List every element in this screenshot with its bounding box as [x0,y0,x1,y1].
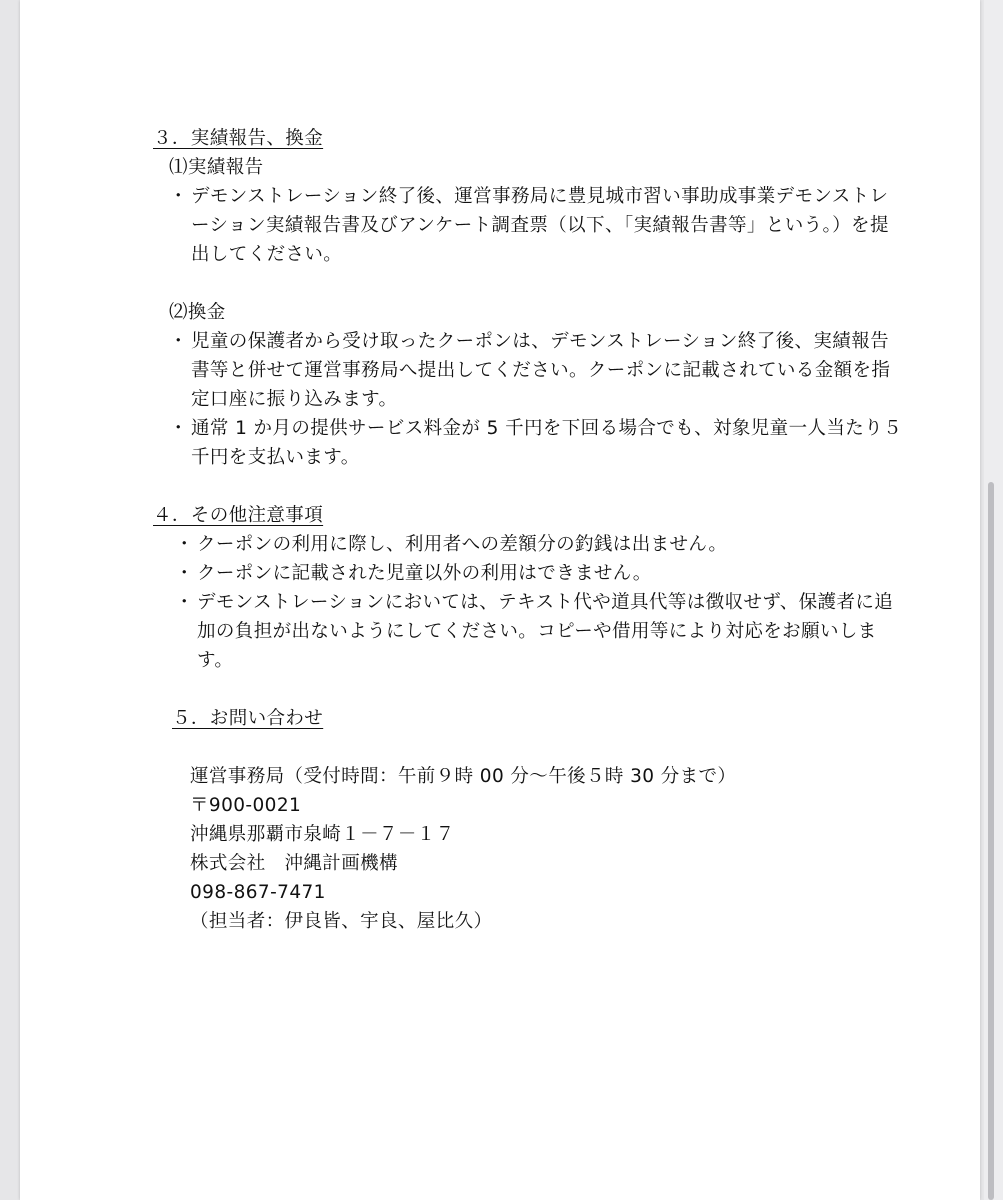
contact-company: 株式会社 沖縄計画機構 [190,853,398,874]
section-4-heading: ４．その他注意事項 [153,505,324,526]
contact-block [135,762,905,936]
subsection-exchange-title: ⑵換金 [169,302,226,323]
report-bullet-list [135,182,905,269]
document-content [135,124,905,936]
list-item: ・ クーポンに記載された児童以外の利用はできません。 [179,559,905,588]
scrollbar-thumb[interactable] [988,482,994,1200]
spacer [135,269,905,298]
document-page [20,0,980,1200]
section-3-heading: ３．実績報告、換金 [153,128,324,149]
notes-bullet-list [135,530,905,675]
list-item: ・ 児童の保護者から受け取ったクーポンは、デモンストレーション終了後、実績報告書等と併せて運営事務局へ提出してください。クーポンに記載されている金額を指定口座に振り込みます。 [173,327,905,414]
contact-office: 運営事務局（受付時間：午前９時 00 分～午後５時 30 分まで） [190,766,737,787]
list-item: ・ デモンストレーション終了後、運営事務局に豊見城市習い事助成事業デモンストレーション実績報告書及びアンケート調査票（以下、「実績報告書等」という。）を提出してください。 [173,182,905,269]
list-item: ・ クーポンの利用に際し、利用者への差額分の釣銭は出ません。 [179,530,905,559]
list-item: ・ デモンストレーションにおいては、テキスト代や道具代等は徴収せず、保護者に追加の負担が出ないようにしてください。コピーや借用等により対応をお願いします。 [179,588,905,675]
exchange-bullet-list [135,327,905,472]
section-5-heading: ５．お問い合わせ [172,708,324,729]
list-item: ・ 通常 1 か月の提供サービス料金が 5 千円を下回る場合でも、対象児童一人当たり５千円を支払います。 [173,414,905,472]
contact-phone: 098-867-7471 [190,882,326,903]
subsection-report-title: ⑴実績報告 [169,157,264,178]
spacer [135,733,905,762]
contact-postal-code: 〒900-0021 [190,795,302,816]
spacer [135,472,905,501]
contact-address: 沖縄県那覇市泉崎１－７－１７ [190,824,455,845]
spacer [135,675,905,704]
contact-persons: （担当者：伊良皆、宇良、屋比久） [190,911,493,932]
